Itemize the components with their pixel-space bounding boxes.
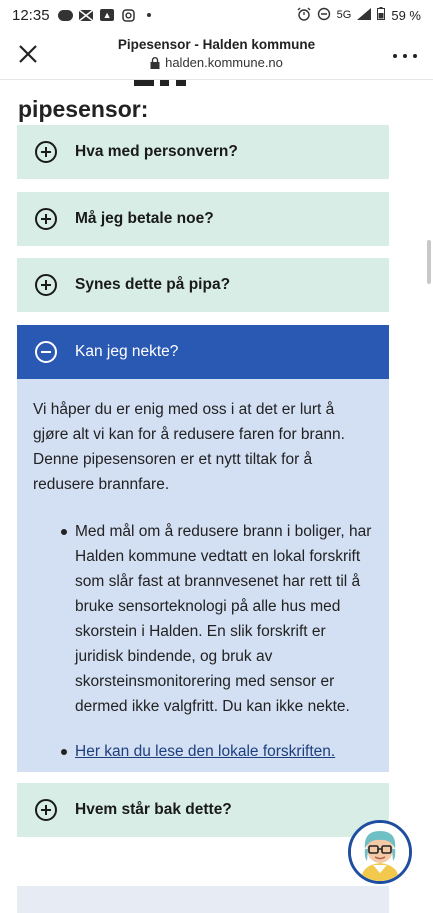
more-notifications-icon: [142, 8, 157, 23]
battery-level: 59 %: [391, 7, 421, 23]
accordion-label: Hvem står bak dette?: [75, 801, 232, 818]
minus-circle-icon: [35, 341, 57, 363]
signal-icon: [357, 8, 371, 23]
chat-assistant-button[interactable]: [348, 820, 412, 884]
do-not-disturb-icon: [317, 7, 331, 24]
more-icon: [393, 54, 397, 58]
gallery-notification-icon: ▲: [100, 8, 115, 23]
network-type: 5G: [336, 9, 352, 21]
accordion-kan-jeg-nekte[interactable]: [17, 325, 389, 379]
plus-circle-icon: [35, 141, 57, 163]
instagram-notification-icon: [121, 8, 136, 23]
accordion-label: Kan jeg nekte?: [75, 343, 179, 360]
page-content: [0, 80, 433, 913]
flag-notification-icon: [79, 8, 94, 23]
accordion-label: Synes dette på pipa?: [75, 276, 231, 293]
url-row[interactable]: [0, 55, 433, 70]
battery-icon: [377, 7, 385, 23]
plus-circle-icon: [35, 799, 57, 821]
dnd-notification-icon: [58, 8, 73, 23]
browser-toolbar: [0, 30, 433, 80]
plus-circle-icon: [35, 274, 57, 296]
list-item: Med mål om å redusere brann i boliger, har Halden kommune vedtatt en lokal forskrift som slår fast at brannvesenet har rett til å bruke sensorteknologi på alle hus med skorstein i Halden. En slik forskrift er juridisk bindende, og bruk av skorsteinsmonitorering med sensor er dermed ikke valgfritt. Du kan ikke nekte.: [75, 519, 373, 719]
chat-avatar-icon: [351, 823, 409, 881]
alarm-icon: [297, 7, 311, 24]
accordion-label: Hva med personvern?: [75, 143, 238, 160]
page-url: halden.kommune.no: [165, 55, 283, 70]
accordion-synes-pa-pipa[interactable]: [17, 258, 389, 312]
next-section-box: [17, 886, 389, 913]
panel-intro: Vi håper du er enig med oss i at det er lurt å gjøre alt vi kan for å redusere faren for brann. Denne pipesensoren er et nytt tiltak for å redusere brannfare.: [33, 401, 345, 493]
plus-circle-icon: [35, 208, 57, 230]
status-bar: [0, 0, 433, 30]
scrollbar[interactable]: [427, 240, 431, 284]
accordion-betale[interactable]: [17, 192, 389, 246]
regulation-link[interactable]: Her kan du lese den lokale forskriften.: [75, 743, 336, 760]
accordion-personvern[interactable]: [17, 125, 389, 179]
accordion-label: Må jeg betale noe?: [75, 210, 214, 227]
accordion-hvem-star-bak[interactable]: [17, 783, 389, 837]
page-title: Pipesensor - Halden kommune: [117, 37, 316, 52]
lock-icon: [150, 57, 160, 69]
panel-list: [33, 519, 373, 764]
heading-cut-off: [18, 80, 188, 96]
section-heading: pipesensor:: [18, 96, 149, 122]
more-options-button[interactable]: [393, 46, 417, 66]
status-time: 12:35: [12, 6, 50, 24]
list-item-link: [75, 739, 373, 764]
title-block: [0, 37, 433, 70]
accordion-panel: [17, 379, 389, 772]
